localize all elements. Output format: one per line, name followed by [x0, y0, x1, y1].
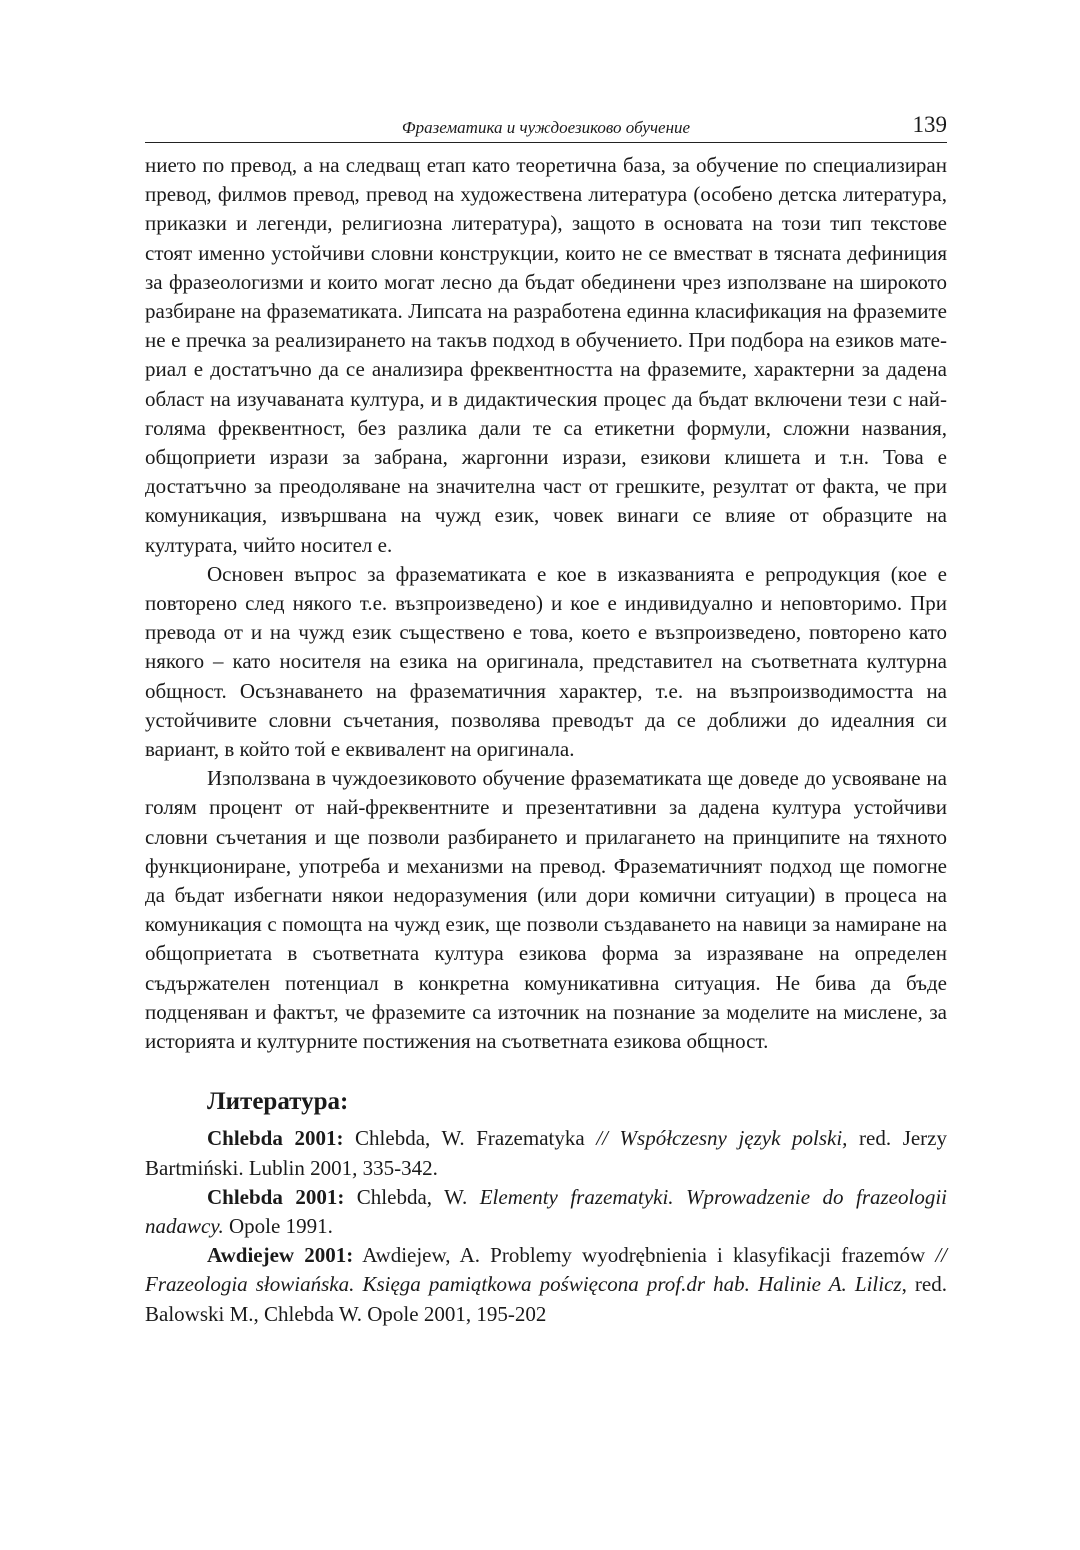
reference-title: // Frazeologia słowiańska. Księga pamiątkowa poświęcona prof.dr hab. Halinie A. Lilicz — [145, 1243, 947, 1297]
reference-entry — [145, 1124, 947, 1182]
running-header — [145, 112, 947, 143]
reference-title: // Współczesny język polski, — [596, 1126, 848, 1151]
reference-text: Opole 1991. — [223, 1213, 333, 1238]
reference-key: Chlebda 2001: — [207, 1184, 345, 1209]
references-heading: Литература: — [207, 1088, 349, 1116]
reference-key: Chlebda 2001: — [207, 1126, 344, 1151]
paragraph: нието по превод, а на следващ етап като теоретична база, за обучение по специализиран превод, филмов превод, превод на художествена литература (особено детска литература, приказки и легенди, религиозна литература), защото в основата на този тип текстове стоят именно устойчиви словни конструкции, които не се вместват в тясната дефиниция за фразеологизми и които могат лесно да бъдат обединени чрез използване на широкото разбиране на фразематиката. Липсата на разработена единна класификация на фраземите не е пречка за реализирането на такъв подход в обучението. При подбора на езиков материал е достатъчно да се анализира фреквентността на фраземите, характерни за дадена област на изучаваната култура, и в дидактическия процес да бъдат включени тези с най-голяма фреквентност, без разлика дали те са етикетни формули, сложни названия, общоприети изрази за забрана, жаргонни изрази, езикови клишета и т.н. Това е достатъчно за преодоляване на значителна част от грешките, резултат от факта, че при комуникация, извършвана на чужд език, човек винаги се влияе от образците на културата, чийто носител е. — [145, 153, 947, 557]
reference-text: Chlebda, W. — [344, 1184, 480, 1209]
reference-punct: , — [352, 1155, 358, 1180]
reference-text: red. Jerzy Bartmiński. Lublin 2001 — [145, 1126, 947, 1180]
paragraph: Използвана в чуждоезиковото обучение фразематиката ще доведе до усвояване на голям процент от най-фреквентните и презентативни за дадена култура устойчиви словни съчетания и ще позволи разбирането и прилагането на принципите на тяхното функциониране, употреба и механизми на превод. Фразематичният подход ще помогне да бъдат избегнати някои недоразумения (или дори комични ситуации) в процеса на комуникация с помощта на чужд език, ще позволи създаването на навици за намиране на общоприетата в съответната култура езикова форма за изразяване на определен съдържателен потенциал в конкретна комуникативна ситуация. Не бива да бъде подценяван и фактът, че фраземите са източник на познание за моделите на мислене, за историята и културните постижения на съответната езикова общност. — [145, 766, 947, 1054]
paragraph: Основен въпрос за фразематиката е кое в изказванията е репродукция (кое е повторено след някого т.е. възпроизведено) и кое е индивидуално и неповторимо. При превода от и на чужд език съществено е това, което е възпроизведено, повторено като някого – като носителя на езика на оригинала, представител на съответната културна общност. Осъзнаването на фразематичния характер, т.е. на възпроизводимостта на устойчивите словни съчетания, позволява преводът да се доближи до идеалния си вариант, в който той е еквивалент на оригинала. — [145, 561, 947, 762]
reference-text: , red. Balowski M., Chlebda W. Opole 2001, 195-202 — [145, 1272, 947, 1326]
reference-text: Awdiejew, A. Problemy wyodrębnienia i klasyfikacji frazemów — [353, 1243, 936, 1268]
references-list — [145, 1124, 947, 1328]
book-page — [145, 112, 947, 1329]
reference-title: Elementy frazematyki. Wprowadzenie do frazeologii nadawcy. — [145, 1184, 947, 1238]
page-number: 139 — [912, 112, 947, 137]
body-text — [145, 151, 947, 1056]
reference-text: Chlebda, W. Frazematyka — [343, 1126, 597, 1151]
reference-key: Awdiejew 2001: — [207, 1243, 354, 1268]
reference-entry — [145, 1241, 947, 1329]
running-title: Фразематика и чуждоезиково обучение — [401, 118, 691, 137]
reference-text: 335-342. — [357, 1155, 438, 1180]
reference-entry — [145, 1183, 947, 1241]
